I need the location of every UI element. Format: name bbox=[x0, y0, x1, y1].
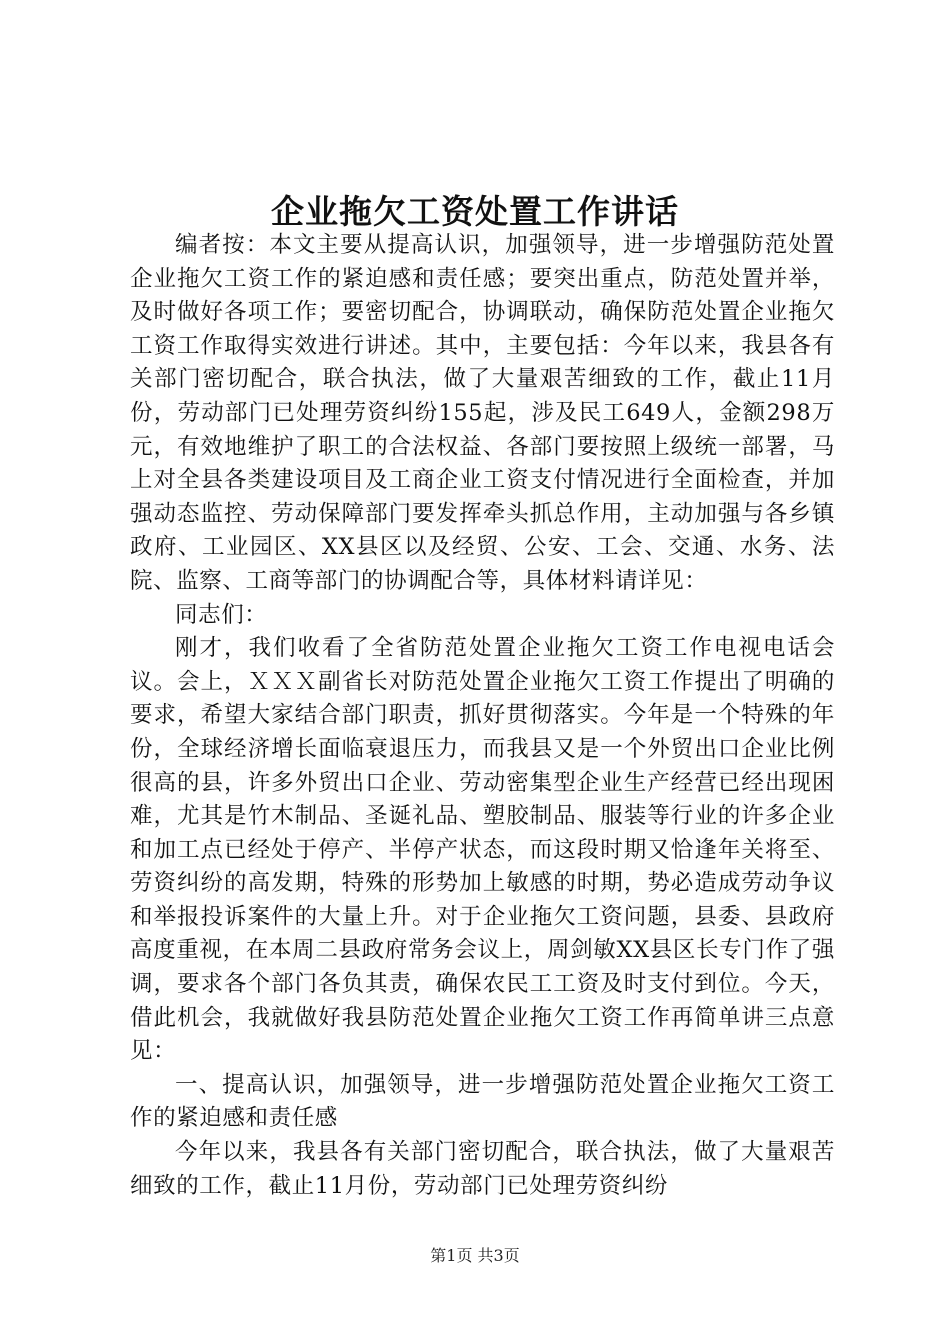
salutation-paragraph: 同志们： bbox=[175, 601, 268, 628]
editor-note-paragraph: 编者按：本文主要从提高认识，加强领导，进一步增强防范处置企业拖欠工资工作的紧迫感和责任感；要突出重点，防范处置并举，及时做好各项工作；要密切配合，协调联动，确保防范处置企业拖欠工资工作取得实效进行讲述。其中，主要包括：今年以来，我县各有关部门密切配合，联合执法，做了大量艰苦细致的工作，截止11月份，劳动部门已处理劳资纠纷155起，涉及民工649人，金额298万元，有效地维护了职工的合法权益、各部门要按照上级统一部署，马上对全县各类建设项目及工商企业工资支付情况进行全面检查，并加强动态监控、劳动保障部门要发挥牵头抓总作用，主动加强与各乡镇政府、工业园区、XX县区以及经贸、公安、工会、交通、水务、法院、监察、工商等部门的协调配合等，具体材料请详见： bbox=[130, 232, 835, 594]
section-heading-1: 一、提高认识，加强领导，进一步增强防范处置企业拖欠工资工作的紧迫感和责任感 bbox=[130, 1071, 835, 1132]
opening-paragraph: 刚才，我们收看了全省防范处置企业拖欠工资工作电视电话会议。会上，ＸＸＸ副省长对防范处置企业拖欠工资工作提出了明确的要求，希望大家结合部门职责，抓好贯彻落实。今年是一个特殊的年份，全球经济增长面临衰退压力，而我县又是一个外贸出口企业比例很高的县，许多外贸出口企业、劳动密集型企业生产经营已经出现困难，尤其是竹木制品、圣诞礼品、塑胶制品、服装等行业的许多企业和加工点已经处于停产、半停产状态，而这段时期又恰逢年关将至、劳资纠纷的高发期，特殊的形势加上敏感的时期，势必造成劳动争议和举报投诉案件的大量上升。对于企业拖欠工资问题，县委、县政府高度重视，在本周二县政府常务会议上，周剑敏XX县区长专门作了强调，要求各个部门各负其责，确保农民工工资及时支付到位。今天，借此机会，我就做好我县防范处置企业拖欠工资工作再简单讲三点意见： bbox=[130, 635, 835, 1065]
document-title: 企业拖欠工资处置工作讲话 bbox=[271, 192, 679, 231]
page-footer: 第1页 共3页 bbox=[430, 1246, 520, 1265]
document-body bbox=[130, 229, 835, 1203]
section-1-paragraph: 今年以来，我县各有关部门密切配合，联合执法，做了大量艰苦细致的工作，截止11月份，劳动部门已处理劳资纠纷 bbox=[130, 1139, 835, 1199]
